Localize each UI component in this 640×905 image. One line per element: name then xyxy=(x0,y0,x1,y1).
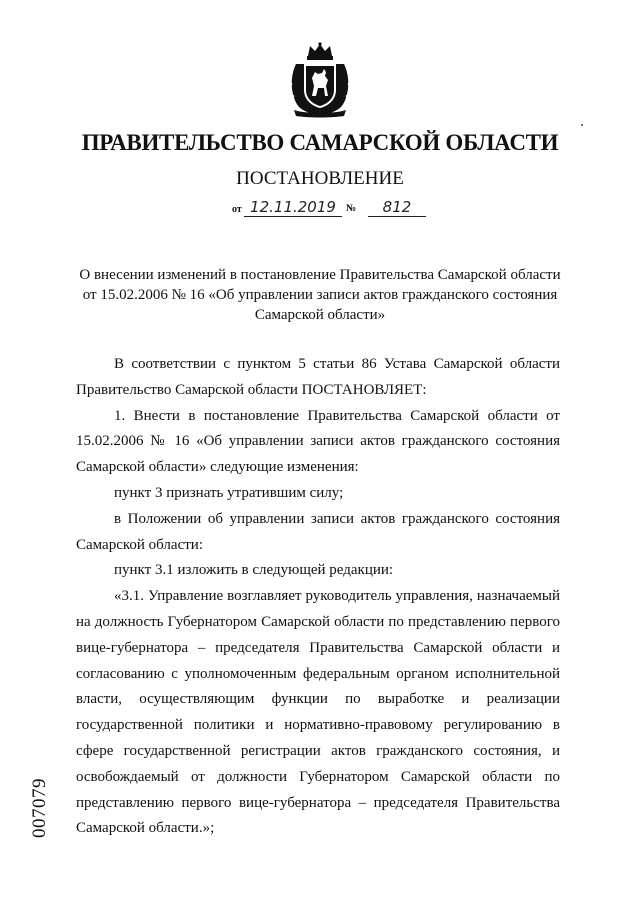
body-paragraph: В соответствии с пунктом 5 статьи 86 Устава Самарской области Правительство Самарской области ПОСТАНОВЛЯЕТ: xyxy=(76,356,560,398)
coat-of-arms-icon xyxy=(286,42,354,118)
margin-stamp xyxy=(28,768,52,848)
margin-stamp-number: 007079 xyxy=(29,778,50,838)
scan-speck xyxy=(581,124,583,126)
body-paragraph: «3.1. Управление возглавляет руководитель управления, назначаемый на должность Губернатором Самарской области по представлению первого вице-губернатора – председателя Правительства Самарской области и согласованию с уполномоченным федеральным органом исполнительной власти, осуществляющим функции по выработке и реализации государственной политики и нормативно-правовому регулированию в сфере государственной регистрации актов гражданского состояния, и освобождаемый от должности Губернатором Самарской области по представлению первого вице-губернатора – председателя Правительства Самарской области.»; xyxy=(76,588,560,837)
number-value: 812 xyxy=(368,198,426,217)
subject-line: Самарской области» xyxy=(254,307,386,323)
date-number-line xyxy=(232,198,432,220)
body-paragraph: пункт 3.1 изложить в следующей редакции: xyxy=(114,562,394,579)
document-type: ПОСТАНОВЛЕНИЕ xyxy=(236,168,404,189)
subject-line: О внесении изменений в постановление Правительства Самарской области xyxy=(79,267,561,283)
body-paragraph: 1. Внести в постановление Правительства Самарской области от 15.02.2006 № 16 «Об управлении записи актов гражданского состояния Самарской области» следующие изменения: xyxy=(76,407,560,476)
subject-line: от 15.02.2006 № 16 «Об управлении записи актов гражданского состояния xyxy=(82,287,558,303)
number-prefix: № xyxy=(346,203,357,214)
government-title: ПРАВИТЕЛЬСТВО САМАРСКОЙ ОБЛАСТИ xyxy=(81,130,559,155)
date-value: 12.11.2019 xyxy=(244,198,342,217)
date-prefix: от xyxy=(232,204,242,215)
document-body xyxy=(76,352,560,842)
body-paragraph: пункт 3 признать утратившим силу; xyxy=(114,484,344,501)
document-subject xyxy=(70,265,570,325)
body-paragraph: в Положении об управлении записи актов гражданского состояния Самарской области: xyxy=(76,510,560,553)
